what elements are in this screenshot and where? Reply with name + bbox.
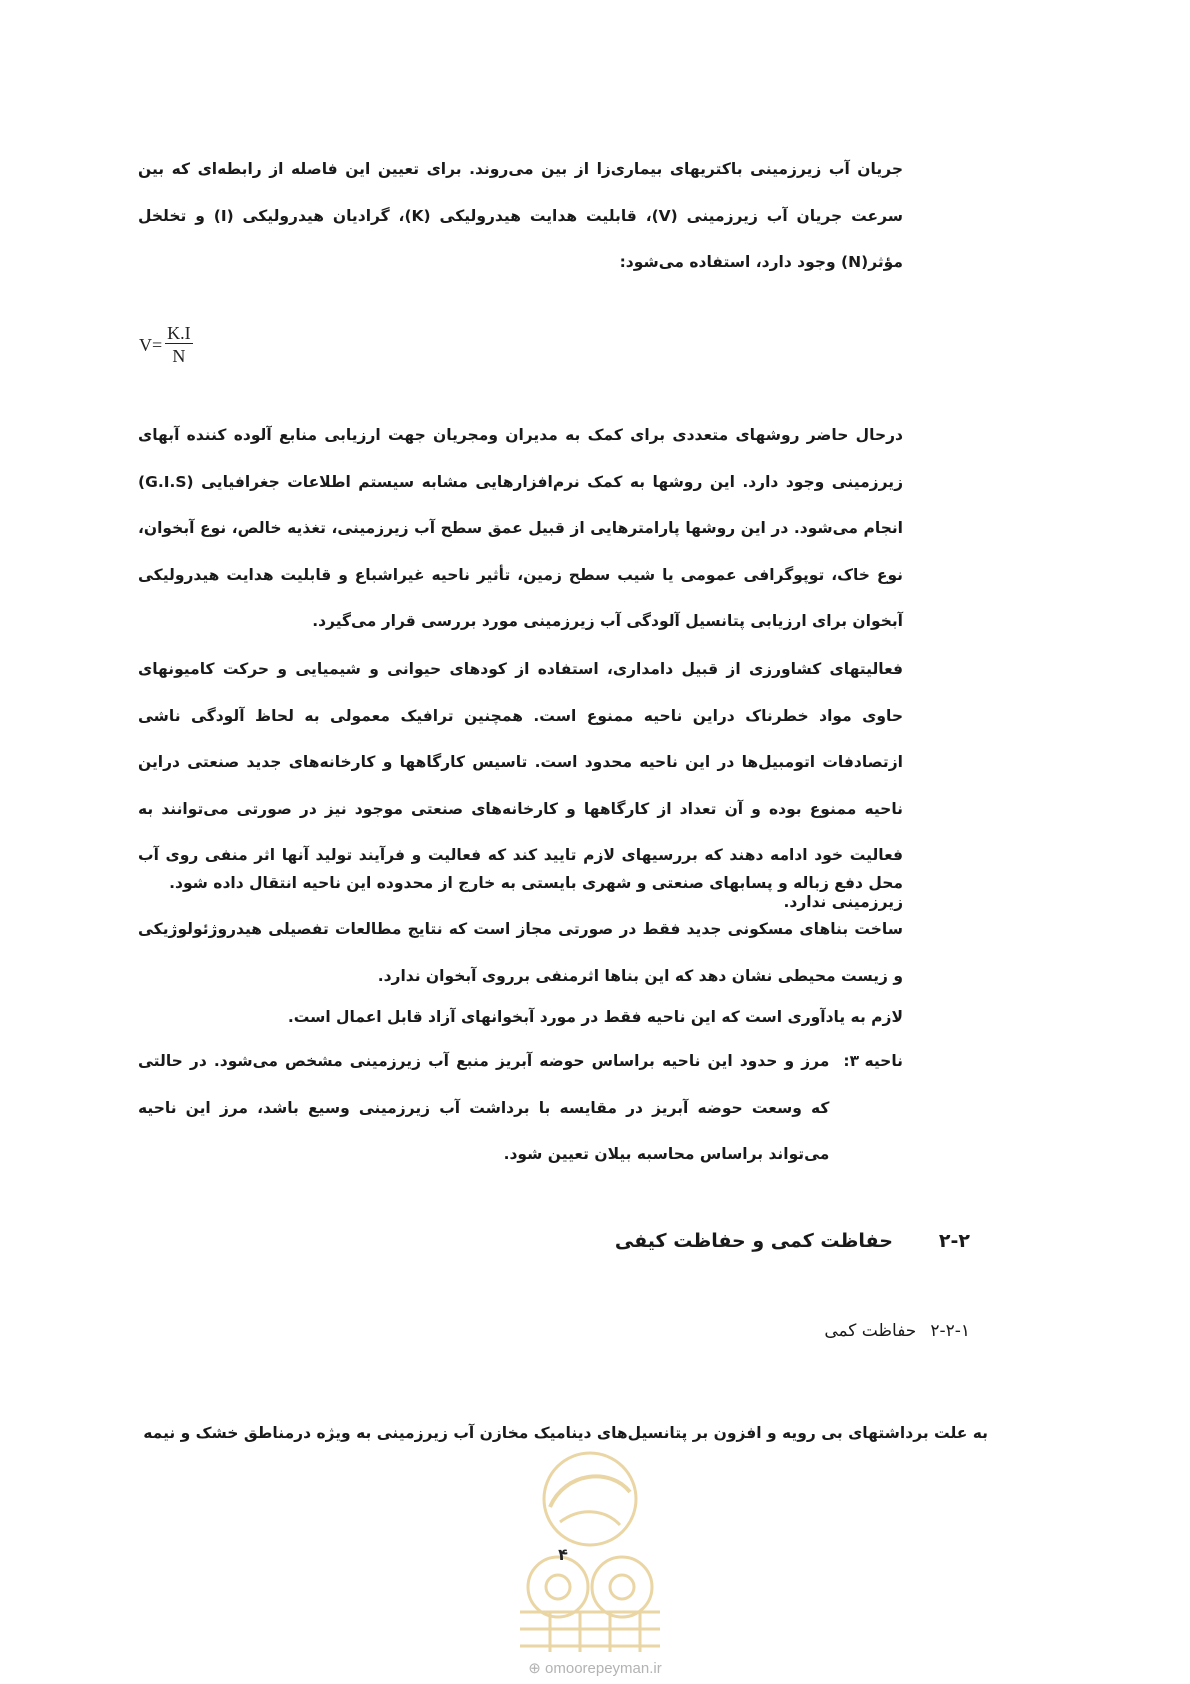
paragraph-distance-formula-intro: [138, 146, 903, 286]
subsection-number: ۲-۲-۱: [930, 1321, 970, 1341]
paragraph-text: جریان آب زیرزمینی باکتریهای بیماری‌زا از بین می‌روند. برای تعیین این فاصله از رابطه‌ای که بین سرعت جریان آب زیرزمینی (V)، قابلیت هدایت هیدرولیکی (K)، گرادیان هیدرولیکی (I) و تخلخل مؤثر(N) وجود دارد، استفاده می‌شود:: [138, 160, 903, 271]
watermark-site-text: [0, 1659, 1190, 1677]
paragraph-text: لازم به یادآوری است که این ناحیه فقط در مورد آبخوانهای آزاد قابل اعمال است.: [287, 1008, 903, 1026]
paragraph-text: ساخت بناهای مسکونی جدید فقط در صورتی مجاز است که نتایج مطالعات تفصیلی هیدروژئولوژیکی و زیست محیطی نشان دهد که این بناها اثرمنفی برروی آبخوان ندارد.: [138, 920, 903, 985]
velocity-formula: [139, 323, 193, 368]
formula-denominator: N: [172, 346, 186, 366]
subsection-heading: [824, 1321, 970, 1341]
paragraph-applicability-note: [138, 994, 903, 1041]
watermark-logo-icon: [490, 1437, 690, 1657]
formula-fraction: [165, 323, 193, 368]
zone-3-label: ناحیه ۳:: [843, 1052, 903, 1070]
paragraph-text: فعالیتهای کشاورزی از قبیل دامداری، استفاده از کودهای حیوانی و شیمیایی و حرکت کامیونهای حاوی مواد خطرناک دراین ناحیه ممنوع است. همچنین ترافیک معمولی به لحاظ آلودگی ناشی ازتصادفات اتومبیل‌ها در این ناحیه محدود است. تاسیس کارگاهها و کارخانه‌های جدید صنعتی دراین ناحیه ممنوع بوده و آن تعداد از کارگاهها و کارخانه‌های صنعتی موجود نیز در صورتی می‌توانند به فعالیت خود ادامه دهند که بررسیهای لازم تایید کند که فعالیت و فرآیند تولید آنها اثر منفی روی آب زیرزمینی ندارد.: [138, 660, 903, 911]
paragraph-waste-disposal: [138, 860, 903, 907]
globe-icon: ⊕: [528, 1660, 541, 1677]
section-number: ۲-۲: [938, 1230, 970, 1252]
paragraph-continuation-line: به علت برداشتهای بی رویه و افزون بر پتانسیل‌های دینامیک مخازن آب زیرزمینی به ویژه درمناطق خشک و نیمه: [143, 1424, 988, 1442]
paragraph-text: درحال حاضر روشهای متعددی برای کمک به مدیران ومجریان جهت ارزیابی منابع آلوده کننده آبهای زیرزمینی وجود دارد. این روشها به کمک نرم‌افزارهایی مشابه سیستم اطلاعات جغرافیایی (G.I.S) انجام می‌شود. در این روشها پارامترهایی از قبیل عمق سطح آب زیرزمینی، تغذیه خالص، نوع آبخوان، نوع خاک، توپوگرافی عمومی یا شیب سطح زمین، تأثیر ناحیه غیراشباع و قابلیت هدایت هیدرولیکی آبخوان برای ارزیابی پتانسیل آلودگی آب زیرزمینی مورد بررسی قرار می‌گیرد.: [138, 426, 903, 630]
paragraph-text: محل دفع زباله و پسابهای صنعتی و شهری بایستی به خارج از محدوده این ناحیه انتقال داده شود.: [169, 874, 903, 892]
section-heading: [615, 1230, 970, 1252]
paragraph-residential-construction: [138, 906, 903, 999]
page-number: ۴: [558, 1545, 568, 1564]
formula-lhs: V=: [139, 335, 163, 355]
watermark-site-label: omoorepeyman.ir: [545, 1660, 662, 1677]
paragraph-assessment-methods: [138, 412, 903, 645]
subsection-title: حفاظت کمی: [824, 1321, 917, 1341]
zone-3-item: [138, 1038, 903, 1178]
section-title: حفاظت کمی و حفاظت کیفی: [614, 1230, 893, 1252]
formula-numerator: K.I: [167, 323, 191, 343]
zone-3-text: مرز و حدود این ناحیه براساس حوضه آبریز منبع آب زیرزمینی مشخص می‌شود. در حالتی که وسعت حوضه آبریز در مقایسه با برداشت آب زیرزمینی وسیع باشد، مرز این ناحیه می‌تواند براساس محاسبه بیلان تعیین شود.: [138, 1052, 830, 1163]
